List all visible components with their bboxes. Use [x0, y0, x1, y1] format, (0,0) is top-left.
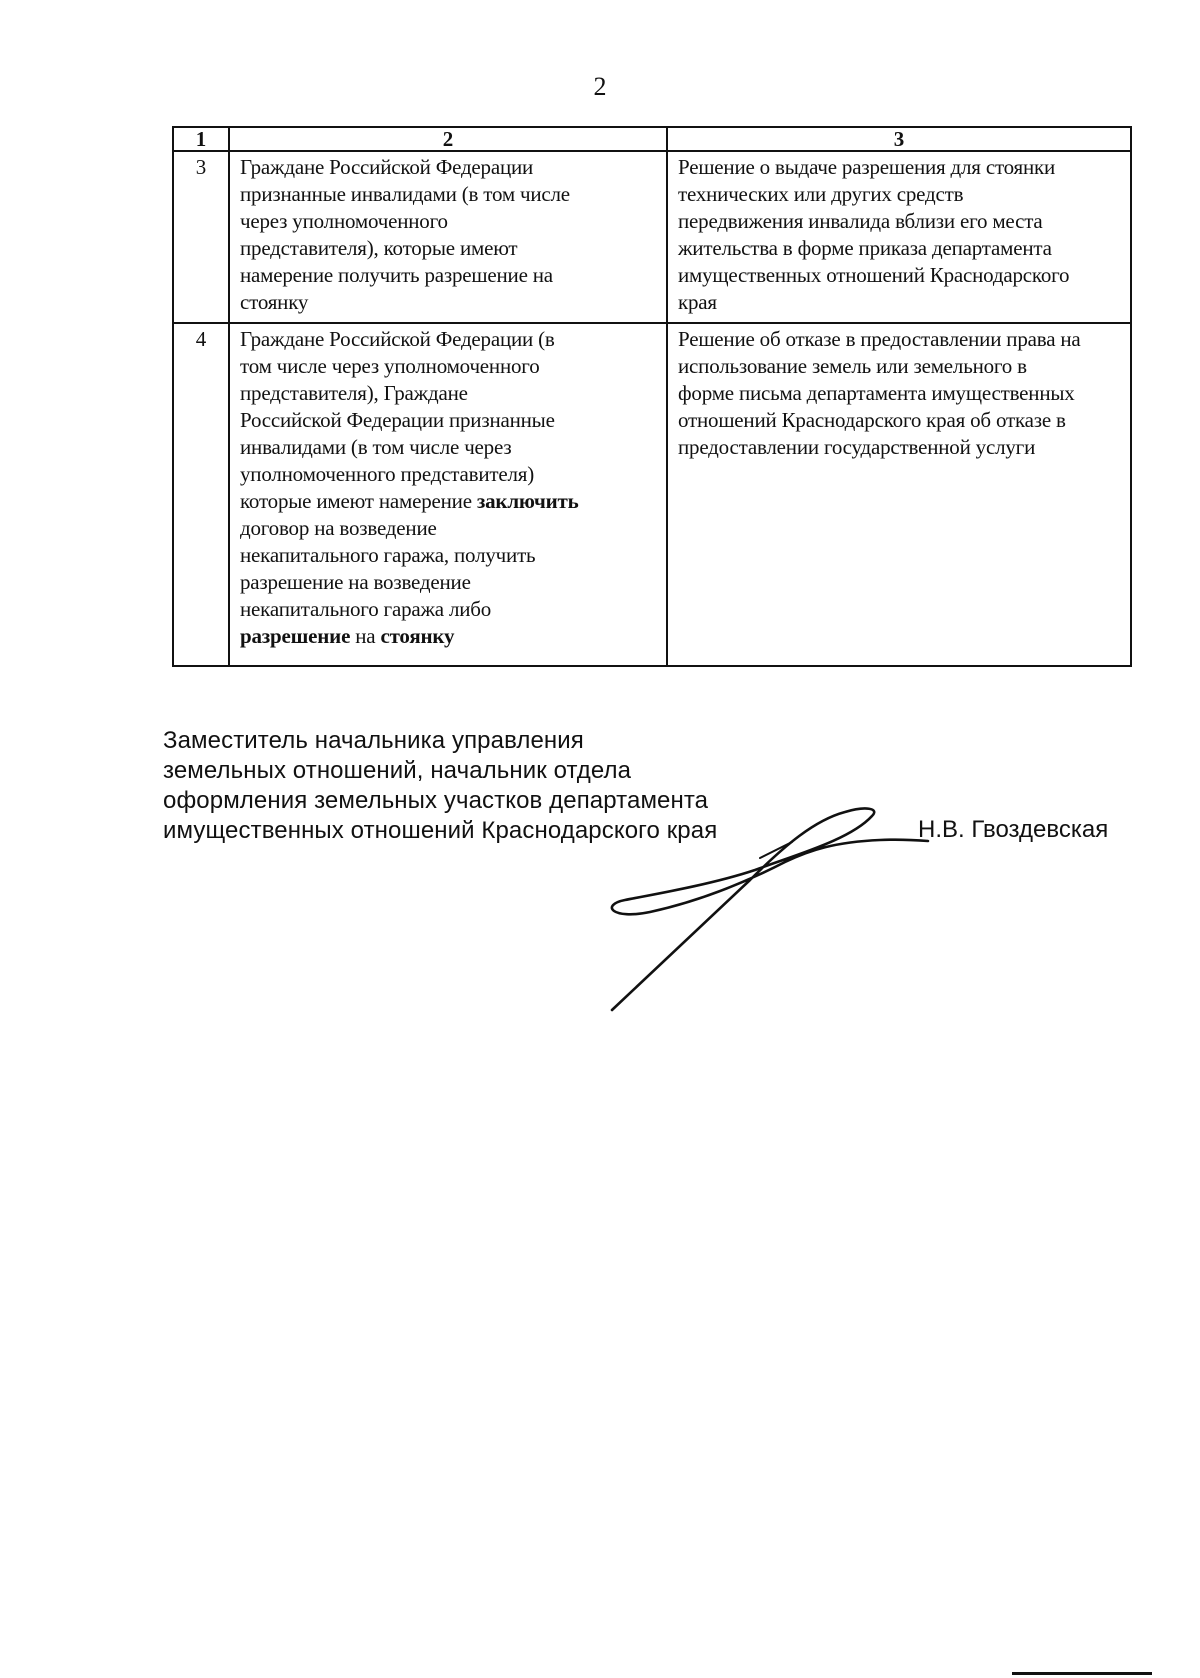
- applicant-text-emphasis: стоянку: [380, 624, 455, 648]
- position-line: оформления земельных участков департамента: [163, 787, 709, 814]
- applicant-text-part: Граждане Российской Федерации (в том числе через уполномоченного представителя), Граждане Российской Федерации признанные инвалидами (в том числе через уполномоченного представителя) которые имеют намерение: [240, 327, 555, 513]
- result-cell: [667, 151, 1131, 323]
- handwritten-signature: [610, 800, 940, 1020]
- signer-name: Н.В. Гвоздевская: [918, 816, 1109, 843]
- page-number: 2: [593, 72, 607, 101]
- applicant-text: [240, 326, 658, 650]
- result-cell: [667, 323, 1131, 666]
- position-line: земельных отношений, начальник отдела: [163, 757, 632, 784]
- header-col-1: 1: [173, 127, 229, 151]
- table-header-row: [173, 127, 1131, 151]
- applicant-cell: [229, 323, 667, 666]
- result-text: Решение об отказе в предоставлении права на использование земель или земельного в форме письма департамента имущественных отношений Краснодарского края об отказе в предоставлении государственной услуги: [678, 327, 1081, 459]
- applicant-text-emphasis: заключить: [476, 489, 579, 513]
- table-row: [173, 151, 1131, 323]
- table-row: [173, 323, 1131, 666]
- applicant-text-part: на: [350, 624, 381, 648]
- row-number: 3: [173, 151, 229, 323]
- applicant-text-part: договор на возведение некапитального гаража, получить разрешение на возведение некапитального гаража либо: [240, 516, 536, 621]
- header-col-2: 2: [229, 127, 667, 151]
- services-table: [172, 126, 1132, 667]
- result-text: Решение о выдаче разрешения для стоянки технических или других средств передвижения инвалида вблизи его места жительства в форме приказа департамента имущественных отношений Краснодарского края: [678, 155, 1070, 314]
- applicant-text-emphasis: разрешение: [240, 624, 351, 648]
- applicant-text: Граждане Российской Федерации признанные инвалидами (в том числе через уполномоченного представителя), которые имеют намерение получить разрешение на стоянку: [240, 155, 570, 314]
- footer-rule: [1012, 1672, 1152, 1675]
- header-col-3: 3: [667, 127, 1131, 151]
- row-number: 4: [173, 323, 229, 666]
- position-line: Заместитель начальника управления: [163, 727, 584, 754]
- applicant-cell: [229, 151, 667, 323]
- position-line: имущественных отношений Краснодарского края: [163, 817, 718, 844]
